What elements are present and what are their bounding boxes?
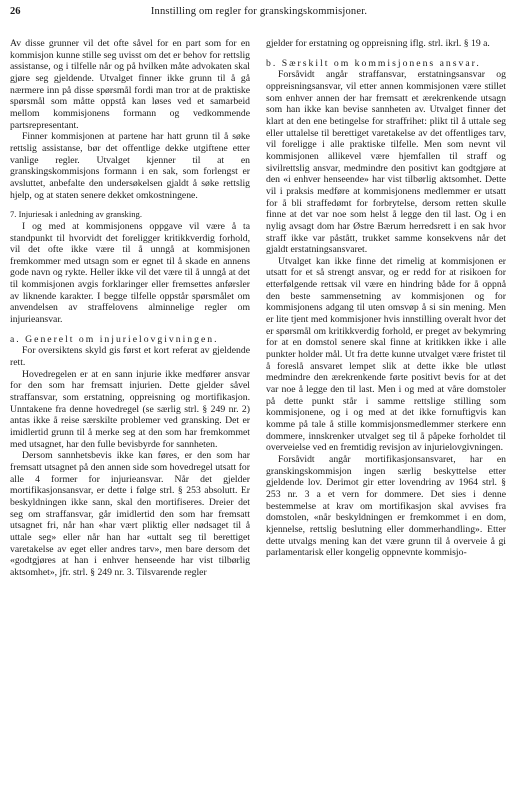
left-column	[10, 38, 250, 798]
paragraph: Hovedregelen er at en sann injurie ikke medfører ansvar for den som har fremsatt injurien. Dette gjelder såvel straffansvar, som erstatning, oppreisning og mortifikasjon. Unntakene fra denne hovedregel (se særlig strl. § 249 nr. 2) antas ikke å reise særskilte problemer ved gransking. Det er imidlertid grunn til å merke seg at den som har fremkommet med utsagnet, har den fulle bevisbyrde for sannheten.	[10, 368, 250, 450]
subsection-heading: b. Særskilt om kommisjonens ansvar.	[266, 57, 481, 69]
page-number: 26	[10, 6, 21, 17]
paragraph: I og med at kommisjonens oppgave vil være å ta standpunkt til hvorvidt det foreligger kritikkverdig forhold, vil det ofte ikke være til å unngå at kommisjonen fremkommer med utsagn som er egnet til å skade en annens gode navn og rykte. Heller ikke vil det være til å unngå at det til kommisjonen avgis forklaringer eller fremsettes anførsler av liknende karakter. I begge tilfelle oppstår spørsmålet om anvendelsen av straffelovens alminnelige regler om injurieansvar.	[10, 220, 250, 326]
running-title: Innstilling om regler for granskingskommisjoner.	[150, 6, 368, 17]
paragraph: gjelder for erstatning og oppreisning iflg. strl. ikrl. § 19 a.	[266, 38, 490, 49]
paragraph: Dersom sannhetsbevis ikke kan føres, er den som har fremsatt utsagnet på den annen side som hovedregel utsatt for alle 4 former for injurieansvar. Når det gjelder mortifikasjonsansvar, er dette i følge strl. § 253 absolutt. Er beskyldningen ikke sann, skal den mortifiseres. Dreier det seg om straffansvar, går imidlertid den som har fremsatt utsagnet fri, når han «har vært pliktig eller nødsaget til å uttale seg» eller når han har «uttalt seg til berettiget varetakelse av eget eller andres tarv», men bare dersom det «godtgjøres at han i enhver henseende har vist tilbørlig aktsomhet», jfr. strl. § 249 nr. 3. Tilsvarende regler	[10, 450, 250, 578]
page-header	[10, 5, 508, 19]
paragraph: For oversiktens skyld gis først et kort referat av gjeldende rett.	[10, 345, 250, 369]
right-column	[266, 38, 506, 798]
paragraph: Finner kommisjonen at partene har hatt grunn til å søke rettslig assistanse, bør det offentlige dekke utgiftene etter vanlige regler. Utvalget kjenner til at en granskingskommisjons formann i en sak, som forlengst er avsluttet, anbefalte den undersøkelsen gjaldt å søke rettslig hjelp, og at staten senere dekket omkostningene.	[10, 131, 250, 201]
section-heading: 7. Injuriesak i anledning av gransking.	[10, 209, 142, 220]
paragraph: Utvalget kan ikke finne det rimelig at kommisjonen er utsatt for et så strengt ansvar, og er redd for at risikoen for etterfølgende rettsak vil være en hindring både for å oppnå den beste sammensetning av kommisjonen og for kommisjonens adgang til uten omsvøp å si sin mening. Men er lite tjent med kommisjoner hvis innstilling overalt hvor det er spørsmål om kritikkverdig forhold, er preget av bekymring for at en domstol senere skal finne at kritikken ikke i alle punkter holder mål. Ut fra dette kunne utvalget være fristet til å foreslå ansvaret lempet slik at dette ikke ble utløst medmindre den ærekrenkende førte positivt bevis for at det var noe å legge den til last. Men i og med at våre domstoler på dette punkt står i samme rettslige stilling som kommisjonene, og i og med at det ikke fornuftigvis kan komme på tale å stille kommisjonsmedlemmer sterkere enn dommere, innskrenker utvalget seg til å påpeke forholdet til overveielse ved en fremtidig revisjon av injurielovgivningen.	[266, 255, 506, 454]
paragraph: Forsåvidt angår straffansvar, erstatningsansvar og oppreisningsansvar, vil etter annen kommisjonen være stillet som enhver annen der har fremsatt et ærekrenkende utsagn som han ikke kan bevise sannheten av. Utvalget finner det klart at den ene betingelse for straffrihet: plikt til å uttale seg eller uttalelse til berettiget varetakelse av det offentliges tarv, vil foreligge i alle praktiske tilfelle. Men som nevnt vil kommisjonen allikevel være hjemfallen til straff og sivilrettslig ansvar, medmindre den positivt kan godtgjøre at den «i enhver henseende» har vist tilbørlig aktsomhet. Dette vil i praksis medføre at kommisjonens medlemmer er utsatt for å bli straffedømt for forbrytelse, dersom retten skulle finne at det var noe som helst å legge den til last. Og i en nylig avsagt dom har Østre Bærum herredsrett i en sak hvor straff ikke var påstått, trukket samme konsekvens når det gjaldt erstatningsansvaret.	[266, 69, 506, 256]
paragraph: Forsåvidt angår mortifikasjonsansvaret, har en granskingskommisjon ingen særlig beskyttelse etter gjeldende lov. Derimot gir etter lovendring av 1964 strl. § 253 nr. 3 a et vern for dommere. Det sies i denne bestemmelse at krav om mortifikasjon skal avvises fra domstolen, «når beskyldningen er fremkommet i en dom, kjennelse, rettslig beslutning eller dommerhandling». Etter dette utvalgs mening kan det være grunn til å overveie å gi parlamentarisk eller kongelig oppnevnte kommisjo-	[266, 453, 506, 559]
paragraph: Av disse grunner vil det ofte såvel for en part som for en kommisjon kunne stille seg uvisst om det er behov for rettslig assistanse, og i tilfelle når og på hvilken måte advokaten skal gjøre seg gjeldende. Utvalget finner ikke grunn til å gå nærmere inn på disse spørsmål fordi man tror at de praktiske spørsmål som måtte oppstå kan løses ved et samarbeid mellom kommisjonens formann og vedkommende partsrepresentant.	[10, 38, 250, 131]
subsection-heading: a. Generelt om injurielovgivningen.	[10, 333, 219, 345]
